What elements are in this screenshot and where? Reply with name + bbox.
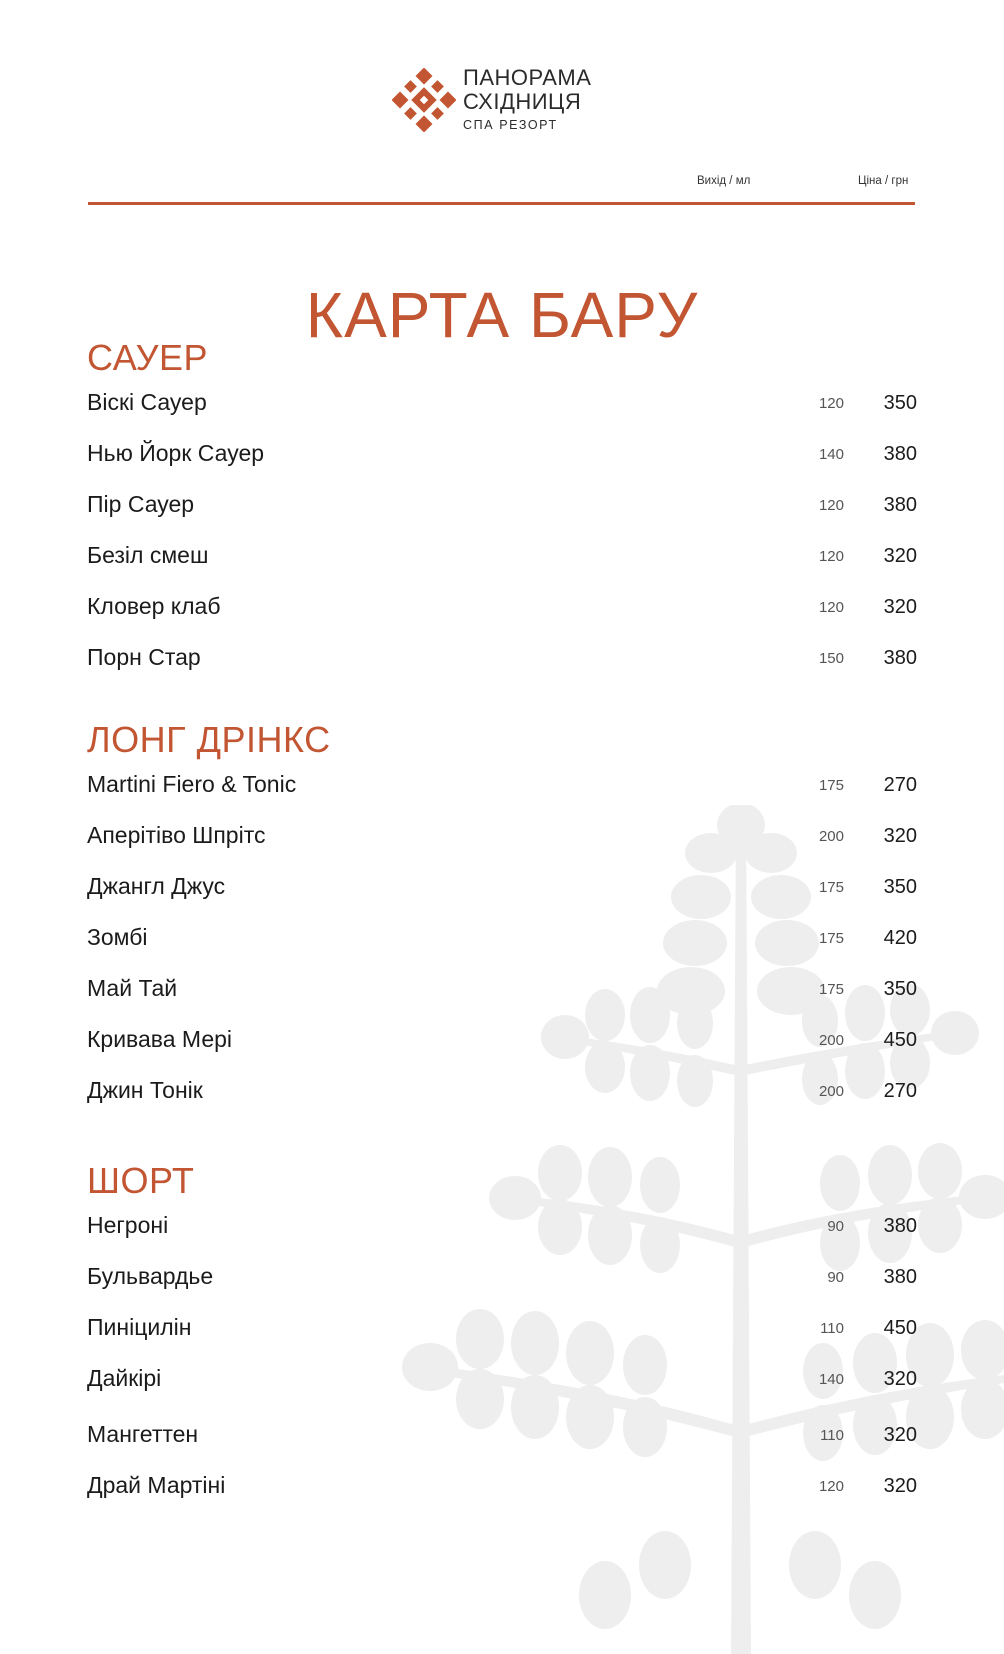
item-volume: 175: [818, 981, 844, 998]
list-item: [87, 639, 917, 690]
item-price: 350: [883, 978, 917, 1000]
section-long-drinks: [87, 720, 917, 1123]
section-title: ЛОНГ ДРІНКС: [87, 719, 331, 760]
item-name: Пиніцилін: [87, 1314, 192, 1340]
item-price: 420: [883, 927, 917, 949]
item-volume: 175: [818, 930, 844, 947]
item-name: Нью Йорк Сауер: [87, 440, 265, 466]
item-name: Джангл Джус: [87, 873, 226, 899]
section-title: ШОРТ: [87, 1160, 195, 1201]
volume-column-header: Вихід / мл: [697, 175, 751, 187]
item-volume: 110: [820, 1427, 844, 1444]
item-price: 450: [883, 1317, 917, 1339]
item-name: Негроні: [87, 1212, 169, 1238]
item-price: 380: [883, 1266, 917, 1288]
item-name: Кловер клаб: [87, 593, 221, 619]
section-short: [87, 1161, 917, 1518]
item-volume: 200: [818, 1032, 844, 1049]
ornament-logo-icon: [392, 68, 456, 132]
list-item: [87, 970, 917, 1021]
brand-wordmark: [463, 66, 591, 134]
item-name: Пір Сауер: [87, 491, 195, 517]
item-price: 320: [883, 1475, 917, 1497]
price-column-header: Ціна / грн: [858, 175, 909, 187]
section-sour: [87, 338, 917, 690]
item-volume: 175: [818, 879, 844, 896]
item-price: 320: [883, 1424, 917, 1446]
list-item: [87, 1021, 917, 1072]
item-price: 380: [883, 647, 917, 669]
list-item: [87, 588, 917, 639]
list-item: [87, 384, 917, 435]
list-item: [87, 766, 917, 817]
brand-name-line1: ПАНОРАМА: [463, 65, 592, 90]
list-item: [87, 1258, 917, 1309]
list-item: [87, 1360, 917, 1411]
item-volume: 120: [818, 1478, 844, 1495]
item-name: Martini Fiero & Tonic: [87, 771, 297, 797]
list-item: [87, 537, 917, 588]
list-item: [87, 1467, 917, 1518]
item-volume: 200: [818, 1083, 844, 1100]
item-price: 450: [883, 1029, 917, 1051]
item-price: 380: [883, 494, 917, 516]
brand-name-line2: СХІДНИЦЯ: [463, 89, 582, 114]
item-volume: 120: [818, 395, 844, 412]
item-list: [87, 1207, 917, 1518]
page-title: КАРТА БАРУ: [305, 278, 699, 351]
item-volume: 110: [820, 1320, 844, 1337]
item-price: 380: [883, 1215, 917, 1237]
item-price: 270: [883, 774, 917, 796]
item-volume: 90: [827, 1269, 844, 1286]
list-item: [87, 817, 917, 868]
list-item: [87, 435, 917, 486]
item-volume: 140: [818, 446, 844, 463]
list-item: [87, 1207, 917, 1258]
item-name: Дайкірі: [87, 1365, 162, 1391]
section-title: САУЕР: [87, 337, 209, 378]
item-price: 350: [883, 876, 917, 898]
list-item: [87, 486, 917, 537]
item-volume: 120: [818, 548, 844, 565]
item-name: Май Тай: [87, 975, 178, 1001]
item-volume: 120: [818, 497, 844, 514]
list-item: [87, 1309, 917, 1360]
item-name: Безіл смеш: [87, 542, 209, 568]
item-name: Віскі Сауер: [87, 389, 207, 415]
item-price: 270: [883, 1080, 917, 1102]
item-volume: 200: [818, 828, 844, 845]
brand-tagline: СПА РЕЗОРТ: [463, 118, 558, 132]
item-name: Драй Мартіні: [87, 1472, 226, 1498]
item-name: Порн Стар: [87, 644, 201, 670]
item-volume: 140: [818, 1371, 844, 1388]
item-volume: 120: [818, 599, 844, 616]
item-volume: 150: [818, 650, 844, 667]
item-name: Кривава Мері: [87, 1026, 233, 1052]
item-price: 320: [883, 545, 917, 567]
item-name: Аперітіво Шпрітс: [87, 822, 266, 848]
item-volume: 175: [818, 777, 844, 794]
item-name: Джин Тонік: [87, 1077, 203, 1103]
item-name: Зомбі: [87, 924, 148, 950]
item-price: 320: [883, 1368, 917, 1390]
list-item: [87, 1411, 917, 1467]
item-volume: 90: [827, 1218, 844, 1235]
header-divider: [88, 202, 915, 205]
item-price: 380: [883, 443, 917, 465]
list-item: [87, 919, 917, 970]
list-item: [87, 868, 917, 919]
item-price: 320: [883, 825, 917, 847]
item-list: [87, 384, 917, 690]
item-list: [87, 766, 917, 1123]
item-name: Бульвардье: [87, 1263, 214, 1289]
list-item: [87, 1072, 917, 1123]
item-name: Мангеттен: [87, 1421, 199, 1447]
item-price: 350: [883, 392, 917, 414]
item-price: 320: [883, 596, 917, 618]
